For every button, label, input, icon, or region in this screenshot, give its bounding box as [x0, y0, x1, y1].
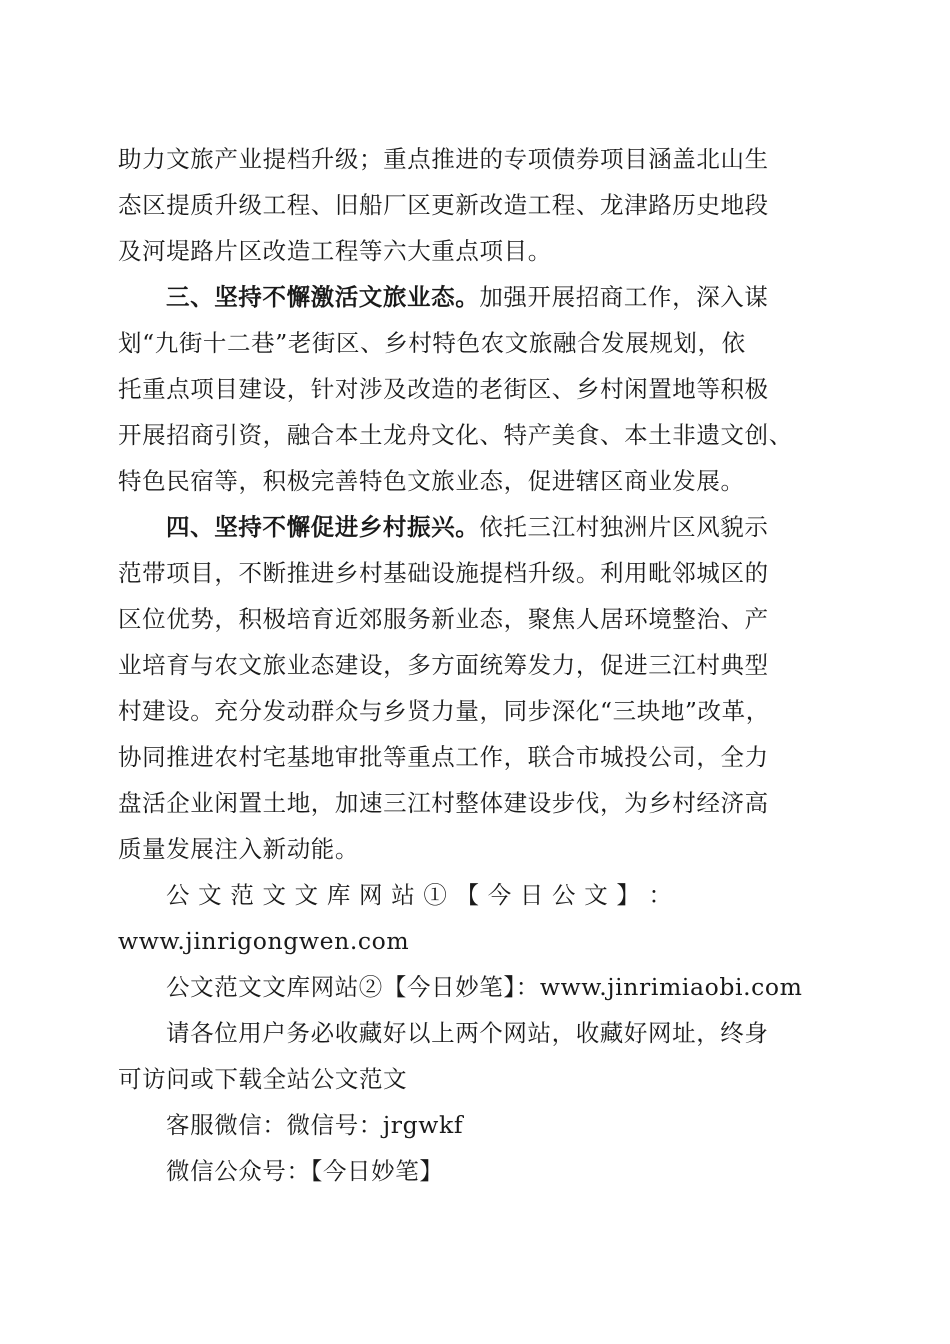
text-line [118, 274, 834, 320]
footer-notice [118, 872, 834, 1194]
text-line: 划“九街十二巷”老街区、乡村特色农文旅融合发展规划，依 [118, 329, 746, 357]
text-line: 助力文旅产业提档升级；重点推进的专项债券项目涵盖北山生 [118, 145, 769, 173]
text-line: 托重点项目建设，针对涉及改造的老街区、乡村闲置地等积极 [118, 375, 769, 403]
text-line: 村建设。充分发动群众与乡贤力量，同步深化“三块地”改革， [118, 697, 770, 725]
official-account: 微信公众号：【今日妙笔】 [166, 1157, 444, 1185]
text-line: 业培育与农文旅业态建设，多方面统筹发力，促进三江村典型 [118, 651, 769, 679]
section-heading: 四、坚持不懈促进乡村振兴。 [166, 513, 480, 541]
notice-line: 可访问或下载全站公文范文 [118, 1065, 408, 1093]
text-run: 依托三江村独洲片区风貌示 [479, 513, 769, 541]
paragraph-rural [118, 504, 834, 872]
site1-url[interactable]: www.jinrigongwen.com [118, 927, 410, 955]
paragraph-projects [118, 136, 834, 274]
text-line: 盘活企业闲置土地，加速三江村整体建设步伐，为乡村经济高 [118, 789, 769, 817]
text-line: 区位优势，积极培育近郊服务新业态，聚焦人居环境整治、产 [118, 605, 769, 633]
text-line: 特色民宿等，积极完善特色文旅业态，促进辖区商业发展。 [118, 467, 745, 495]
document-body [118, 136, 834, 1194]
text-line [118, 504, 834, 550]
text-run: 加强开展招商工作，深入谋 [479, 283, 769, 311]
paragraph-tourism [118, 274, 834, 504]
site2-line[interactable]: 公文范文文库网站②【今日妙笔】：www.jinrimiaobi.com [166, 973, 803, 1001]
text-line: 协同推进农村宅基地审批等重点工作，联合市城投公司，全力 [118, 743, 769, 771]
section-heading: 三、坚持不懈激活文旅业态。 [166, 283, 480, 311]
notice-line: 请各位用户务必收藏好以上两个网站，收藏好网址，终身 [166, 1019, 769, 1047]
site1-label: 公 文 范 文 文 库 网 站 ① 【 今 日 公 文 】 ： [166, 881, 673, 909]
text-line: 态区提质升级工程、旧船厂区更新改造工程、龙津路历史地段 [118, 191, 769, 219]
text-line: 及河堤路片区改造工程等六大重点项目。 [118, 237, 552, 265]
text-line: 质量发展注入新动能。 [118, 835, 359, 863]
service-wechat: 客服微信：微信号：jrgwkf [166, 1111, 464, 1139]
text-line: 范带项目，不断推进乡村基础设施提档升级。利用毗邻城区的 [118, 559, 769, 587]
text-line: 开展招商引资，融合本土龙舟文化、特产美食、本土非遗文创、 [118, 421, 793, 449]
